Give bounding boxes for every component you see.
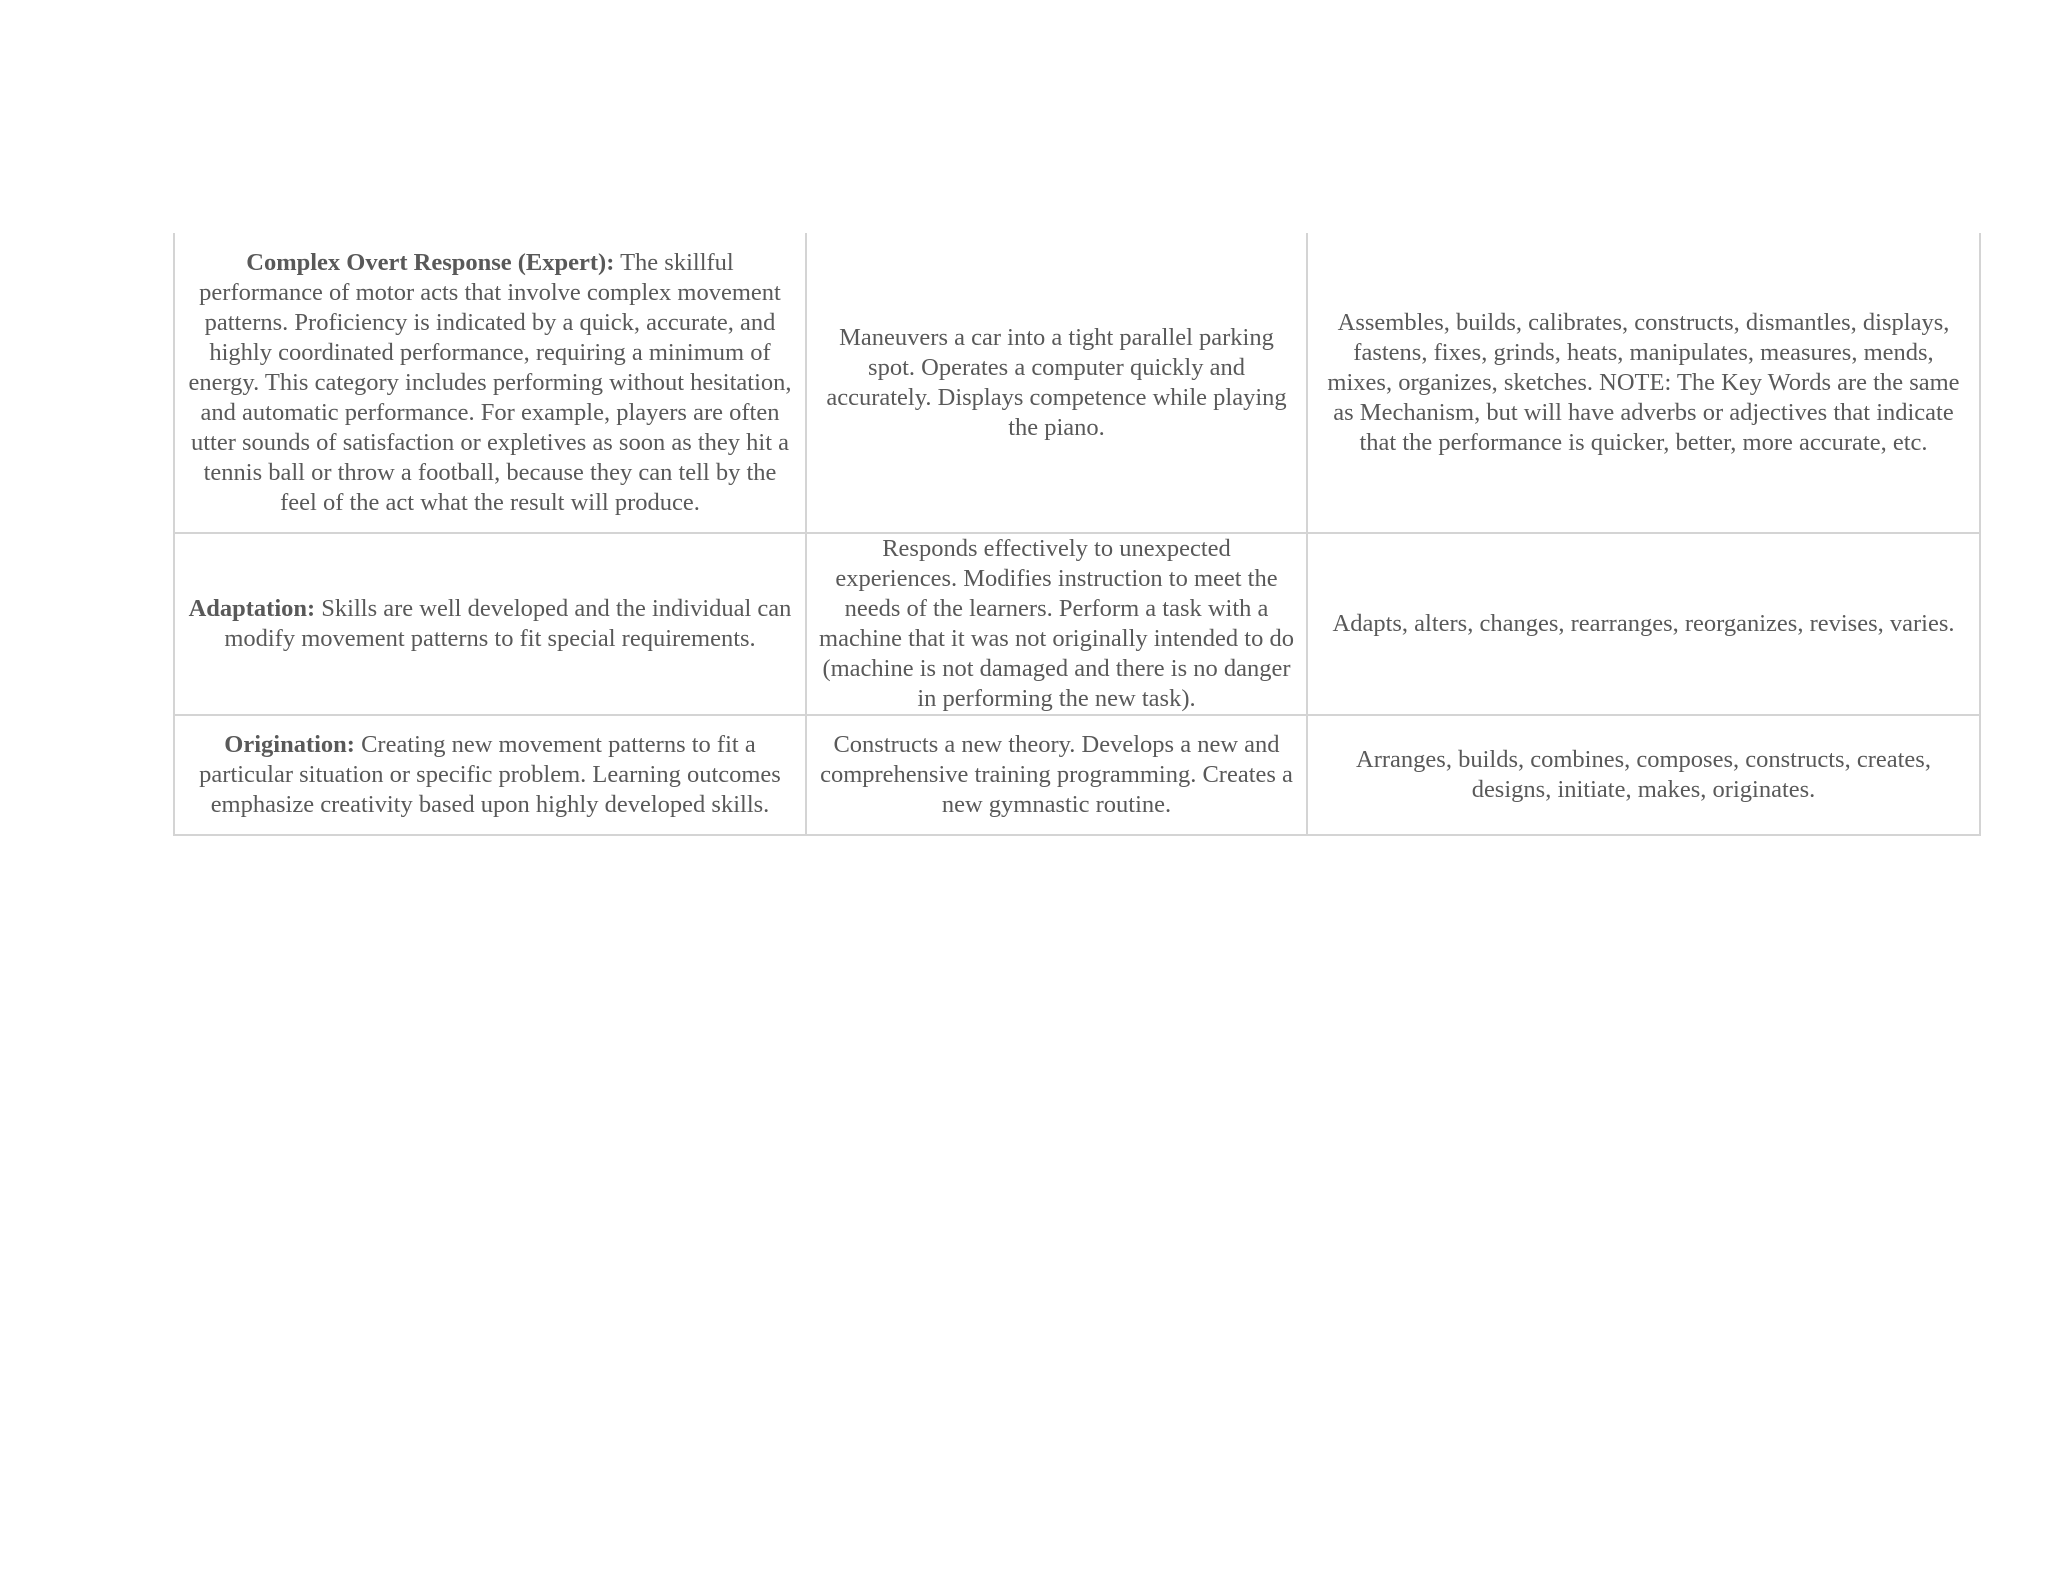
- key-words-cell: [1307, 233, 1980, 533]
- key-words-cell: [1307, 533, 1980, 715]
- table-row: [174, 233, 1980, 533]
- examples-text: Responds effectively to unexpected experiences. Modifies instruction to meet the needs of the learners. Perform a task with a machine that it was not originally intended to do (machine is not damaged and there is no danger in performing the new task).: [819, 535, 1294, 712]
- key-words-text: Arranges, builds, combines, composes, constructs, creates, designs, initiate, makes, originates.: [1356, 746, 1931, 803]
- category-description: Creating new movement patterns to fit a particular situation or specific problem. Learning outcomes emphasize creativity based upon highly developed skills.: [199, 731, 781, 818]
- category-description: The skillful performance of motor acts that involve complex movement patterns. Proficiency is indicated by a quick, accurate, and highly coordinated performance, requiring a minimum of energy. This category includes performing without hesitation, and automatic performance. For example, players are often utter sounds of satisfaction or expletives as soon as they hit a tennis ball or throw a football, because they can tell by the feel of the act what the result will produce.: [188, 248, 792, 516]
- examples-cell: [806, 715, 1307, 835]
- table-row: [174, 715, 1980, 835]
- examples-text: Maneuvers a car into a tight parallel parking spot. Operates a computer quickly and accurately. Displays competence while playing the piano.: [826, 323, 1287, 441]
- category-description: Skills are well developed and the individual can modify movement patterns to fit special requirements.: [224, 595, 792, 652]
- examples-text: Constructs a new theory. Develops a new and comprehensive training programming. Creates a new gymnastic routine.: [820, 731, 1293, 818]
- key-words-cell: [1307, 715, 1980, 835]
- psychomotor-taxonomy-table: [173, 233, 1981, 836]
- examples-cell: [806, 233, 1307, 533]
- category-term: Complex Overt Response (Expert):: [246, 248, 615, 276]
- category-cell: [174, 533, 806, 715]
- category-term: Adaptation:: [188, 595, 316, 622]
- category-cell: [174, 715, 806, 835]
- key-words-text: Adapts, alters, changes, rearranges, reorganizes, revises, varies.: [1332, 610, 1955, 637]
- examples-cell: [806, 533, 1307, 715]
- table-row: [174, 533, 1980, 715]
- category-term: Origination:: [224, 731, 355, 758]
- category-cell: [174, 233, 806, 533]
- key-words-text: Assembles, builds, calibrates, constructs, dismantles, displays, fastens, fixes, grinds, heats, manipulates, measures, mends, mixes, organizes, sketches. NOTE: The Key Words are the same as Mechanism, but will have adverbs or adjectives that indicate that the performance is quicker, better, more accurate, etc.: [1327, 308, 1960, 456]
